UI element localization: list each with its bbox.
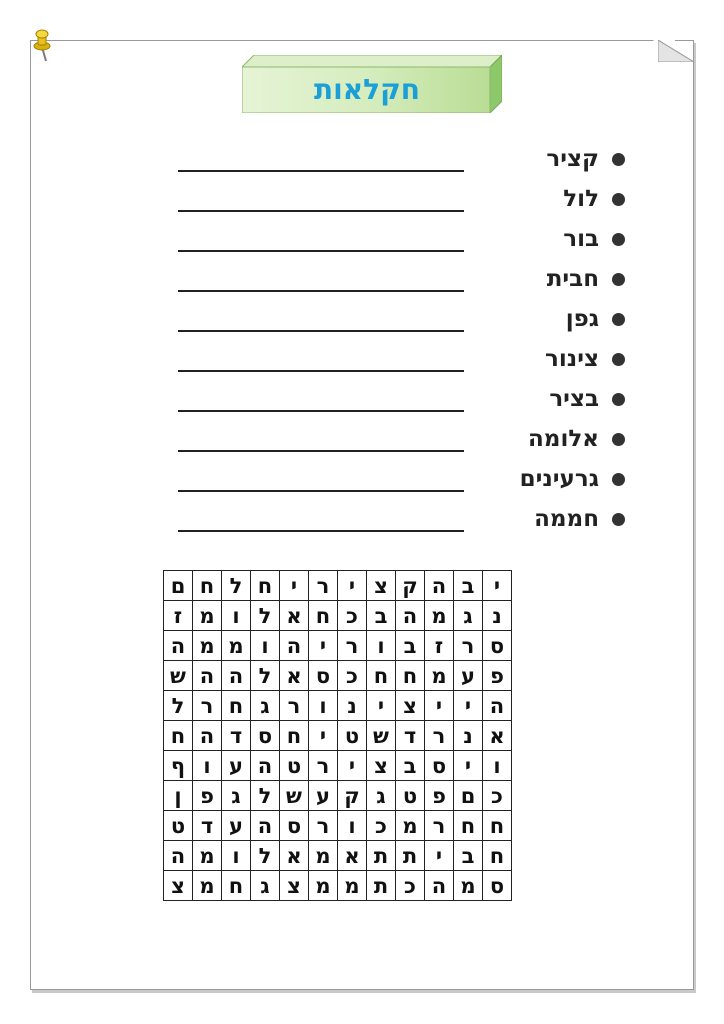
grid-row [164, 691, 512, 721]
word-label: בציר [549, 386, 599, 412]
grid-cell[interactable]: ח [367, 661, 396, 691]
word-label: גרעינים [519, 466, 599, 492]
grid-cell[interactable]: ו [367, 631, 396, 661]
grid-cell[interactable]: א [280, 601, 309, 631]
word-row [170, 420, 625, 460]
grid-cell[interactable]: ל [251, 781, 280, 811]
grid-cell[interactable]: ם [164, 571, 193, 601]
grid-cell[interactable]: י [483, 571, 512, 601]
grid-cell[interactable]: ר [280, 691, 309, 721]
grid-row [164, 871, 512, 901]
answer-line[interactable] [178, 330, 464, 332]
word-row [170, 140, 625, 180]
bullet-icon [612, 513, 625, 526]
grid-cell[interactable]: ס [425, 751, 454, 781]
grid-cell[interactable]: צ [367, 571, 396, 601]
grid-cell[interactable]: צ [367, 751, 396, 781]
grid-cell[interactable]: ג [251, 691, 280, 721]
grid-cell[interactable]: ד [193, 811, 222, 841]
grid-cell[interactable]: ג [251, 871, 280, 901]
grid-cell[interactable]: צ [396, 691, 425, 721]
grid-cell[interactable]: מ [309, 841, 338, 871]
bullet-icon [612, 353, 625, 366]
grid-cell[interactable]: ח [193, 571, 222, 601]
grid-cell[interactable]: ג [367, 781, 396, 811]
grid-cell[interactable]: ר [309, 571, 338, 601]
page-curl-fold [658, 40, 694, 62]
grid-cell[interactable]: ח [222, 691, 251, 721]
grid-cell[interactable]: מ [193, 601, 222, 631]
grid-cell[interactable]: פ [425, 781, 454, 811]
word-row [170, 300, 625, 340]
grid-cell[interactable]: נ [454, 721, 483, 751]
grid-row [164, 631, 512, 661]
word-row [170, 180, 625, 220]
grid-cell[interactable]: ב [367, 601, 396, 631]
grid-row [164, 571, 512, 601]
grid-cell[interactable]: י [454, 751, 483, 781]
grid-cell[interactable]: י [280, 571, 309, 601]
grid-cell[interactable]: ר [193, 691, 222, 721]
grid-cell[interactable]: פ [483, 661, 512, 691]
grid-cell[interactable]: ע [222, 751, 251, 781]
grid-cell[interactable]: ז [164, 601, 193, 631]
grid-cell[interactable]: ס [483, 631, 512, 661]
grid-row [164, 841, 512, 871]
grid-cell[interactable]: ז [425, 631, 454, 661]
bullet-icon [612, 473, 625, 486]
grid-cell[interactable]: י [338, 571, 367, 601]
grid-cell[interactable]: ל [222, 571, 251, 601]
grid-cell[interactable]: מ [425, 661, 454, 691]
grid-cell[interactable]: ת [367, 871, 396, 901]
grid-cell[interactable]: ב [396, 751, 425, 781]
word-row [170, 500, 625, 540]
grid-cell[interactable]: י [425, 841, 454, 871]
grid-cell[interactable]: מ [309, 871, 338, 901]
grid-cell[interactable]: ה [222, 661, 251, 691]
word-row [170, 340, 625, 380]
grid-cell[interactable]: ח [251, 571, 280, 601]
grid-cell[interactable]: מ [193, 871, 222, 901]
grid-cell[interactable]: ה [280, 631, 309, 661]
answer-line[interactable] [178, 170, 464, 172]
grid-cell[interactable]: ח [483, 841, 512, 871]
grid-cell[interactable]: ע [309, 781, 338, 811]
grid-row [164, 661, 512, 691]
grid-cell[interactable]: ס [251, 721, 280, 751]
grid-cell[interactable]: ו [483, 751, 512, 781]
grid-cell[interactable]: י [454, 691, 483, 721]
grid-cell[interactable]: ד [222, 721, 251, 751]
word-label: צינור [545, 346, 599, 372]
grid-cell[interactable]: ס [309, 661, 338, 691]
grid-cell[interactable]: ח [222, 871, 251, 901]
grid-cell[interactable]: א [280, 841, 309, 871]
grid-cell[interactable]: ה [251, 811, 280, 841]
grid-cell[interactable]: ח [483, 811, 512, 841]
grid-row [164, 751, 512, 781]
bullet-icon [612, 273, 625, 286]
word-label: גפן [565, 306, 599, 332]
grid-cell[interactable]: ש [367, 721, 396, 751]
grid-cell[interactable]: ת [367, 841, 396, 871]
word-label: קציר [546, 146, 599, 172]
grid-cell[interactable]: ח [164, 721, 193, 751]
grid-cell[interactable]: כ [338, 661, 367, 691]
grid-cell[interactable]: ח [280, 721, 309, 751]
grid-cell[interactable]: ש [164, 661, 193, 691]
grid-cell[interactable]: ב [454, 841, 483, 871]
grid-cell[interactable]: ח [454, 811, 483, 841]
answer-line[interactable] [178, 530, 464, 532]
grid-cell[interactable]: ר [425, 721, 454, 751]
grid-cell[interactable]: ט [396, 781, 425, 811]
grid-cell[interactable]: י [309, 721, 338, 751]
grid-cell[interactable]: י [367, 691, 396, 721]
word-row [170, 460, 625, 500]
grid-cell[interactable]: צ [164, 871, 193, 901]
grid-cell[interactable]: ר [338, 631, 367, 661]
answer-line[interactable] [178, 490, 464, 492]
grid-cell[interactable]: נ [338, 691, 367, 721]
push-pin-icon [32, 27, 56, 63]
worksheet-title: חקלאות [314, 73, 420, 106]
grid-cell[interactable]: ב [396, 631, 425, 661]
grid-cell[interactable]: ה [396, 601, 425, 631]
grid-cell[interactable]: ב [454, 571, 483, 601]
grid-cell[interactable]: ו [222, 601, 251, 631]
grid-cell[interactable]: ף [164, 751, 193, 781]
grid-cell[interactable]: ט [164, 811, 193, 841]
grid-cell[interactable]: ג [222, 781, 251, 811]
grid-cell[interactable]: ה [164, 631, 193, 661]
word-label: חבית [546, 266, 599, 292]
grid-cell[interactable]: ו [193, 751, 222, 781]
bullet-icon [612, 313, 625, 326]
grid-cell[interactable]: ה [164, 841, 193, 871]
grid-cell[interactable]: כ [367, 811, 396, 841]
grid-cell[interactable]: ע [454, 661, 483, 691]
grid-cell[interactable]: ח [396, 661, 425, 691]
grid-cell[interactable]: כ [483, 781, 512, 811]
grid-cell[interactable]: ו [251, 631, 280, 661]
grid-cell[interactable]: י [338, 751, 367, 781]
grid-cell[interactable]: מ [454, 871, 483, 901]
answer-line[interactable] [178, 290, 464, 292]
grid-cell[interactable]: כ [338, 601, 367, 631]
grid-cell[interactable]: ל [164, 691, 193, 721]
word-label: אלומה [528, 426, 599, 452]
grid-cell[interactable]: מ [193, 841, 222, 871]
grid-cell[interactable]: ש [280, 781, 309, 811]
grid-cell[interactable]: ר [309, 811, 338, 841]
grid-row [164, 601, 512, 631]
grid-cell[interactable]: ט [280, 751, 309, 781]
grid-cell[interactable]: צ [280, 871, 309, 901]
grid-row [164, 781, 512, 811]
grid-cell[interactable]: ה [193, 721, 222, 751]
grid-cell[interactable]: ל [251, 661, 280, 691]
grid-cell[interactable]: ל [251, 841, 280, 871]
word-search-grid [163, 570, 512, 901]
grid-cell[interactable]: ר [454, 631, 483, 661]
grid-row [164, 811, 512, 841]
word-row [170, 380, 625, 420]
grid-cell[interactable]: ו [222, 841, 251, 871]
grid-cell[interactable]: ר [309, 751, 338, 781]
grid-cell[interactable]: ק [338, 781, 367, 811]
grid-cell[interactable]: ה [193, 661, 222, 691]
grid-cell[interactable]: ע [222, 811, 251, 841]
grid-cell[interactable]: ו [338, 811, 367, 841]
grid-cell[interactable]: ה [251, 751, 280, 781]
word-label: בור [563, 226, 599, 252]
answer-line[interactable] [178, 410, 464, 412]
grid-cell[interactable]: ה [425, 871, 454, 901]
answer-line[interactable] [178, 450, 464, 452]
word-row [170, 220, 625, 260]
grid-cell[interactable]: נ [483, 601, 512, 631]
grid-cell[interactable]: מ [425, 601, 454, 631]
grid-cell[interactable]: פ [193, 781, 222, 811]
grid-cell[interactable]: ן [164, 781, 193, 811]
word-list [170, 140, 625, 540]
answer-line[interactable] [178, 210, 464, 212]
grid-cell[interactable]: ק [396, 571, 425, 601]
answer-line[interactable] [178, 250, 464, 252]
grid-row [164, 721, 512, 751]
grid-cell[interactable]: ד [396, 721, 425, 751]
grid-cell[interactable]: ט [338, 721, 367, 751]
grid-cell[interactable]: מ [338, 871, 367, 901]
grid-cell[interactable]: ס [483, 871, 512, 901]
bullet-icon [612, 233, 625, 246]
grid-cell[interactable]: ה [425, 571, 454, 601]
grid-cell[interactable]: ת [396, 841, 425, 871]
grid-cell[interactable]: א [280, 661, 309, 691]
answer-line[interactable] [178, 370, 464, 372]
word-label: חממה [534, 506, 599, 532]
grid-cell[interactable]: י [425, 691, 454, 721]
grid-cell[interactable]: י [309, 631, 338, 661]
grid-cell[interactable]: ל [251, 601, 280, 631]
grid-cell[interactable]: מ [193, 631, 222, 661]
grid-cell[interactable]: ר [425, 811, 454, 841]
grid-cell[interactable]: מ [222, 631, 251, 661]
bullet-icon [612, 153, 625, 166]
grid-cell[interactable]: ם [454, 781, 483, 811]
bullet-icon [612, 393, 625, 406]
grid-cell[interactable]: ו [309, 691, 338, 721]
bullet-icon [612, 433, 625, 446]
grid-cell[interactable]: א [338, 841, 367, 871]
word-label: לול [563, 186, 599, 212]
bullet-icon [612, 193, 625, 206]
grid-cell[interactable]: ח [309, 601, 338, 631]
grid-cell[interactable]: א [483, 721, 512, 751]
grid-cell[interactable]: כ [396, 871, 425, 901]
grid-cell[interactable]: ג [454, 601, 483, 631]
word-row [170, 260, 625, 300]
grid-cell[interactable]: ה [483, 691, 512, 721]
grid-cell[interactable]: מ [396, 811, 425, 841]
grid-cell[interactable]: ס [280, 811, 309, 841]
